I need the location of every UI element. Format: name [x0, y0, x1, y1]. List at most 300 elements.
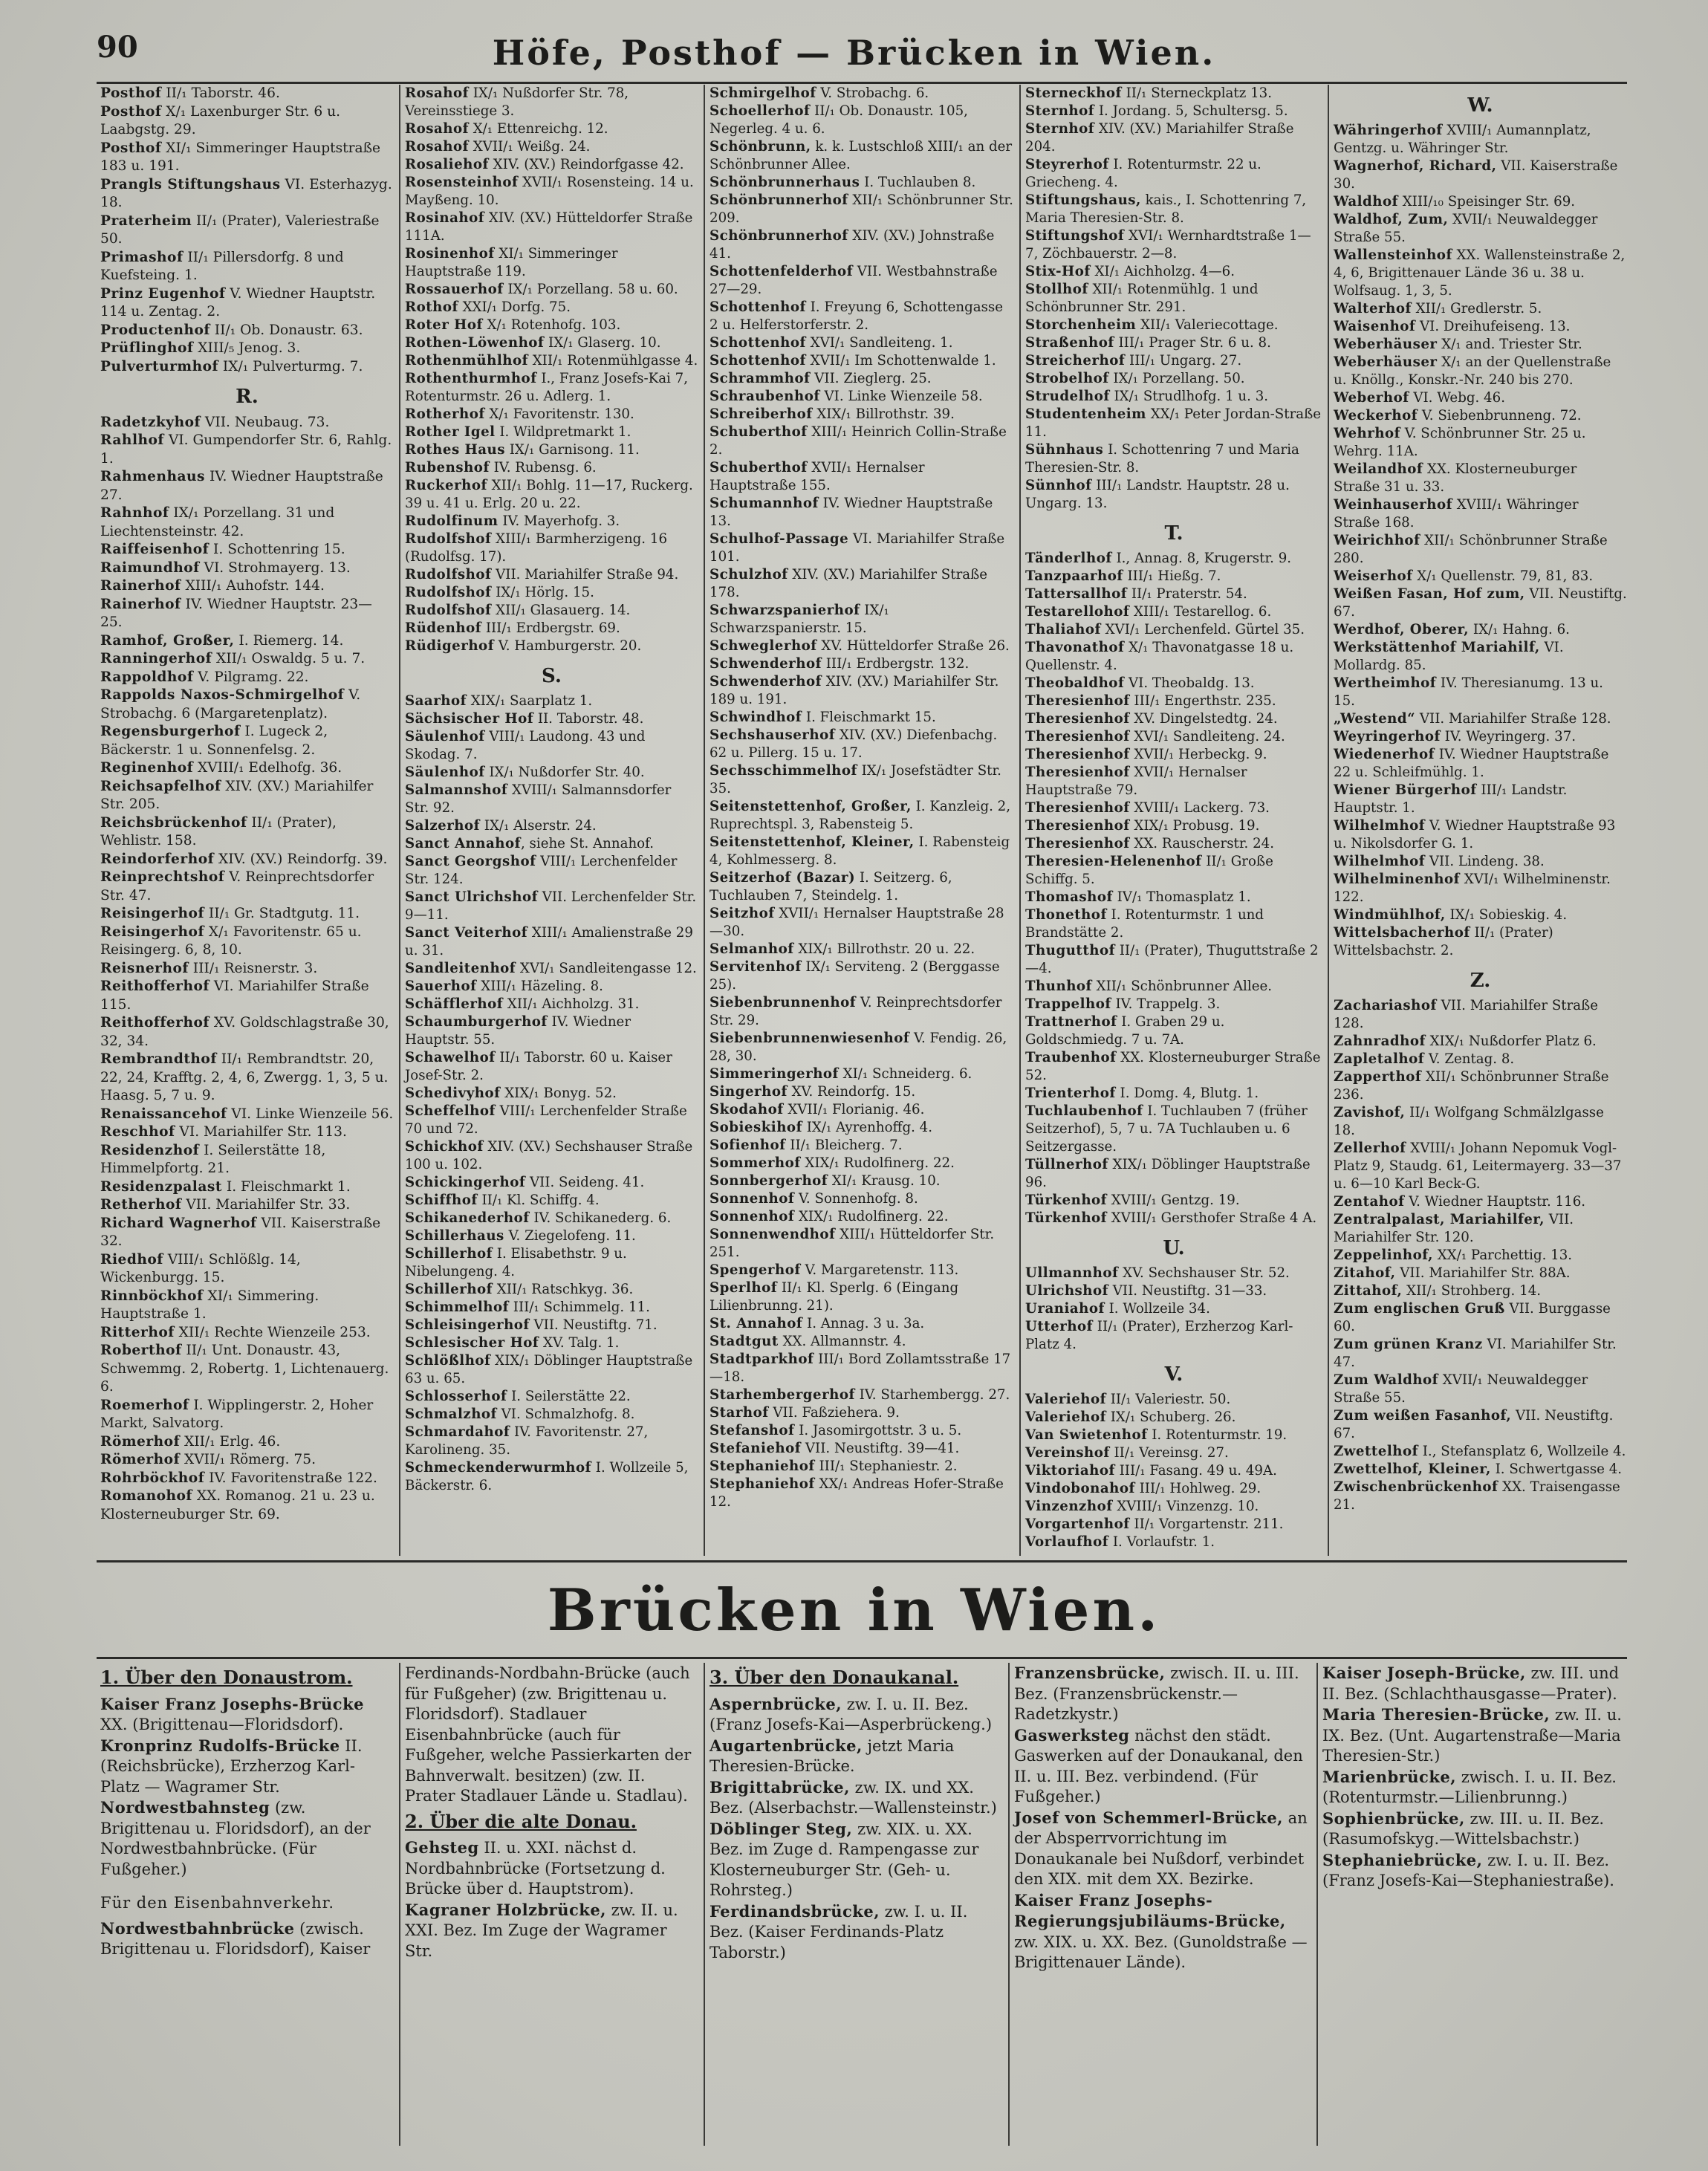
entry-address: XVII/₁ Hernalser Hauptstraße 79.: [1025, 765, 1247, 798]
entry-address: II/₁ Ob. Donaustr. 63.: [210, 322, 363, 338]
entry-address: V. Wiedner Hauptstr. 114 u. Zentag. 2.: [100, 285, 376, 319]
entry-name: Zentahof: [1334, 1194, 1405, 1210]
entry-name: Rudolfshof: [405, 585, 492, 600]
entry-address: IX/₁ Porzellang. 50.: [1108, 371, 1245, 386]
entry-name: Rossauerhof: [405, 282, 504, 297]
entry-name: Theresienhof: [1025, 800, 1130, 816]
entry-name: Maria Theresien-Brücke,: [1322, 1705, 1550, 1724]
entry-name: Schlößlhof: [405, 1353, 491, 1369]
column-divider: [399, 1663, 400, 2146]
entry-name: Sünnhof: [1025, 478, 1092, 493]
entry-name: Schottenhof: [709, 353, 806, 369]
entry-address: III/₁ Engerthstr. 235.: [1129, 693, 1276, 709]
entry-address: X/₁ and. Triester Str.: [1437, 337, 1582, 352]
directory-entry: [1334, 1265, 1627, 1282]
entry-name: Rosensteinhof: [405, 175, 519, 190]
entry-name: Renaissancehof: [100, 1106, 227, 1122]
directory-entry: [709, 602, 1014, 637]
entry-address: VI. Strohmayerg. 13.: [199, 559, 351, 576]
directory-entry: [1014, 1808, 1311, 1890]
entry-name: Stefanshof: [709, 1423, 795, 1438]
entry-name: Schmalzhof: [405, 1406, 497, 1422]
directory-entry: [405, 210, 698, 245]
entry-address: I. Elisabethstr. 9 u. Nibelungeng. 4.: [405, 1246, 627, 1279]
entry-address: XVII/₁ Hernalser Hauptstraße 155.: [709, 460, 925, 493]
entry-name: Schreiberhof: [709, 406, 813, 422]
entry-address: XII/₁ Rotenmühlg. 1 und Schönbrunner Str. 291.: [1025, 282, 1259, 315]
entry-address: I., Stefansplatz 6, Wollzeile 4.: [1418, 1444, 1626, 1459]
entry-address: XIX/₁ Probusg. 19.: [1129, 818, 1260, 834]
entry-name: Schwenderhof: [709, 674, 822, 689]
directory-entry: [100, 176, 394, 212]
directory-entry: [405, 174, 698, 210]
directory-entry: [1025, 621, 1322, 639]
entry-address: I. Fleischmarkt 15.: [802, 710, 936, 725]
directory-entry: [405, 1299, 698, 1317]
entry-address: VI. Linke Wienzeile 58.: [819, 389, 983, 404]
entry-address: XVIII/₁ Salmannsdorfer Str. 92.: [405, 782, 672, 816]
directory-entry: [100, 814, 394, 851]
entry-name: Salmannshof: [405, 782, 508, 798]
directory-entry: [405, 1227, 698, 1245]
directory-entry: [1322, 1850, 1627, 1892]
directory-entry: [100, 723, 394, 759]
entry-address: I. Wildpretmarkt 1.: [495, 424, 631, 440]
entry-name: Residenzpalast: [100, 1178, 222, 1195]
entry-name: Seitzhof: [709, 906, 775, 921]
entry-address: Ferdinands-Nordbahn-Brücke (auch für Fußgeher) (zw. Brigittenau u. Floridsdorf). Stadlauer Eisenbahnbrücke (auch für Fußgeher, welche Passierkarten der Bahnverwalt. besitzen) (zw. II. Prater Stadlauer Lände u. Stadlau).: [405, 1664, 692, 1805]
directory-entry: [100, 1196, 394, 1215]
directory-entry: [405, 960, 698, 978]
entry-address: II/₁ Bleicherg. 7.: [785, 1138, 903, 1153]
entry-address: VII. Mariahilfer Str. 120.: [1334, 1212, 1574, 1245]
directory-entry: [100, 1014, 394, 1051]
entry-address: III/₁ Schimmelg. 11.: [509, 1299, 650, 1315]
entry-address: I. Schwertgasse 4.: [1490, 1461, 1623, 1477]
entry-name: Theresienhof: [1025, 765, 1130, 780]
entry-name: Rembrandthof: [100, 1051, 217, 1067]
directory-entry: [100, 1051, 394, 1106]
entry-name: Zwischenbrückenhof: [1334, 1479, 1498, 1495]
directory-entry: [1025, 550, 1322, 568]
directory-entry: [1014, 1890, 1311, 1973]
directory-entry: [100, 778, 394, 814]
entry-name: Sechsschimmelhof: [709, 763, 857, 779]
entry-address: zw. XIX. u. XX. Bez. (Gunoldstraße — Brigittenauer Lände).: [1014, 1933, 1308, 1971]
entry-address: XX. Allmannstr. 4.: [778, 1334, 906, 1349]
entry-name: Schickhof: [405, 1139, 484, 1155]
entry-name: Thunhof: [1025, 979, 1092, 994]
entry-address: I. Rotenturmstr. 19.: [1147, 1427, 1288, 1443]
directory-entry: [1025, 1282, 1322, 1300]
directory-entry: [100, 924, 394, 960]
directory-entry: [100, 249, 394, 285]
directory-entry: [405, 299, 698, 317]
directory-entry: [1025, 799, 1322, 817]
entry-name: Schimmelhof: [405, 1299, 509, 1315]
entry-name: Studentenheim: [1025, 406, 1146, 422]
entry-name: Rinnböckhof: [100, 1288, 204, 1304]
directory-entry: [1025, 317, 1322, 334]
entry-address: XIII/₁ Testarellog. 6.: [1129, 604, 1272, 620]
entry-address: V. Schönbrunner Str. 25 u. Wehrg. 11A.: [1334, 426, 1586, 459]
directory-entry: [405, 1406, 698, 1424]
entry-name: Traubenhof: [1025, 1050, 1117, 1065]
directory-entry: [100, 340, 394, 358]
entry-address: XX/₁ Peter Jordan-Straße 11.: [1025, 406, 1322, 440]
entry-name: Zwettelhof, Kleiner,: [1334, 1461, 1491, 1477]
entry-name: Stadtgut: [709, 1334, 779, 1349]
entry-name: Weirichhof: [1334, 533, 1420, 548]
column-divider: [704, 1663, 705, 2146]
directory-entry: [405, 352, 698, 370]
entry-address: XII/₁ Rechte Wienzeile 253.: [174, 1324, 371, 1340]
entry-address: I. Annag. 3 u. 3a.: [802, 1316, 925, 1331]
entry-name: Franzensbrücke,: [1014, 1664, 1166, 1682]
directory-entry: [709, 1404, 1014, 1422]
entry-address: XVII/₁ Weißg. 24.: [468, 139, 591, 155]
directory-entry: [405, 566, 698, 584]
entry-address: XVIII/₁ Gersthofer Straße 4 A.: [1107, 1210, 1317, 1226]
entry-address: VII. Neustiftg. 67.: [1334, 586, 1627, 620]
entry-address: IV. Mayerhofg. 3.: [498, 513, 620, 529]
directory-entry: [100, 541, 394, 559]
entry-address: XVII/₁ Herbeckg. 9.: [1129, 747, 1267, 762]
directory-entry: [1334, 1140, 1627, 1193]
directory-entry: [1025, 1103, 1322, 1156]
entry-address: IV. Starhembergg. 27.: [854, 1387, 1010, 1403]
directory-entry: [100, 687, 394, 723]
directory-entry: [100, 978, 394, 1014]
entry-address: XV. Goldschlagstraße 30, 32, 34.: [100, 1015, 389, 1049]
entry-address: XIX/₁ Saarplatz 1.: [466, 693, 593, 709]
entry-address: I. Tuchlauben 7 (früher Seitzerhof), 5, 7 u. 7A Tuchlauben u. 6 Seitzergasse.: [1025, 1103, 1308, 1155]
directory-entry: [709, 388, 1014, 406]
directory-entry: [405, 530, 698, 566]
entry-address: zwisch. I. u. II. Bez. (Rotenturmstr.—Lilienbrunng.): [1322, 1768, 1617, 1806]
entry-name: Kaiser Franz Josephs-Regierungsjubiläums-Brücke,: [1014, 1890, 1286, 1930]
entry-name: Josef von Schemmerl-Brücke,: [1014, 1808, 1283, 1827]
directory-entry: [1025, 1462, 1322, 1480]
directory-entry: [709, 424, 1014, 459]
entry-name: Romanohof: [100, 1488, 192, 1504]
entry-address: XIV. (XV.) Johnstraße 41.: [709, 228, 995, 262]
entry-address: XX. Traisengasse 21.: [1334, 1479, 1620, 1513]
entry-name: Stefaniehof: [709, 1441, 802, 1456]
directory-entry: [709, 1777, 1003, 1819]
entry-address: XII/₁ Schönbrunner Straße 280.: [1334, 533, 1608, 566]
entry-name: Weinhauserhof: [1334, 497, 1452, 513]
directory-entry: [709, 994, 1014, 1030]
entry-address: III/₁ Erdbergstr. 132.: [821, 656, 970, 672]
directory-entry: [709, 1137, 1014, 1155]
entry-name: Sühnhaus: [1025, 442, 1104, 458]
entry-name: Rüdenhof: [405, 620, 482, 636]
directory-entry: [1334, 906, 1627, 924]
entry-name: Weiserhof: [1334, 568, 1413, 584]
bridges-column-4: [1014, 1663, 1311, 1973]
entry-name: Prangls Stiftungshaus: [100, 176, 281, 192]
entry-address: II/₁ Sterneckplatz 13.: [1121, 85, 1273, 101]
entry-name: Stephaniehof: [709, 1476, 815, 1492]
entry-name: Seitenstettenhof, Kleiner,: [709, 834, 915, 850]
section-letter: W.: [1467, 94, 1493, 117]
directory-entry: [709, 1819, 1003, 1901]
entry-address: III/₁ Stephaniestr. 2.: [814, 1458, 958, 1474]
entry-name: Zeppelinhof,: [1334, 1247, 1434, 1263]
entry-address: IX/₁ Schuberg. 26.: [1105, 1409, 1236, 1425]
directory-entry: [100, 1797, 394, 1880]
directory-entry: [1025, 675, 1322, 692]
entry-name: Schawelhof: [405, 1050, 496, 1065]
entry-name: Sanct Veiterhof: [405, 925, 528, 941]
entry-name: Kaiser Joseph-Brücke,: [1322, 1664, 1526, 1682]
directory-entry: [1334, 496, 1627, 532]
entry-name: Aspernbrücke,: [709, 1694, 842, 1713]
entry-name: Rainerhof: [100, 596, 181, 612]
entry-name: Simmeringerhof: [709, 1066, 839, 1082]
directory-entry: [1025, 1391, 1322, 1409]
entry-name: Windmühlhof,: [1334, 907, 1446, 923]
entry-address: IX/₁ Pulverturmg. 7.: [218, 358, 363, 374]
entry-address: II/₁ Pillersdorfg. 8 und Kuefsteing. 1.: [100, 249, 344, 283]
entry-name: Posthof: [100, 140, 162, 156]
entry-name: Rosinenhof: [405, 246, 495, 262]
entry-name: Stix-Hof: [1025, 264, 1091, 279]
entry-address: (zwisch. Brigittenau u. Floridsdorf), Kaiser: [100, 1919, 371, 1958]
directory-entry: [1025, 1498, 1322, 1516]
entry-name: Sperlhof: [709, 1280, 778, 1296]
entry-name: Valeriehof: [1025, 1409, 1106, 1425]
section-letter: Z.: [1470, 970, 1491, 992]
entry-address: VI. Mariahilfer Str. 47.: [1334, 1337, 1617, 1370]
entry-name: Schottenhof: [709, 299, 806, 315]
entry-address: V. Reinprechtsdorfer Str. 47.: [100, 869, 374, 903]
directory-entry: [1025, 370, 1322, 388]
entry-address: III/₁ Ungarg. 27.: [1125, 353, 1242, 369]
entry-address: XII/₁ Aichholzg. 31.: [503, 996, 640, 1012]
directory-entry: [1334, 871, 1627, 906]
entry-address: I. Fleischmarkt 1.: [221, 1178, 351, 1195]
entry-name: Rudolfshof: [405, 567, 492, 582]
directory-entry: [1025, 817, 1322, 835]
entry-name: Theresienhof: [1025, 711, 1130, 727]
entry-name: Sanct Annahof: [405, 836, 521, 851]
entry-name: Sonnenhof: [709, 1209, 795, 1224]
entry-address: V. Ziegelofeng. 11.: [504, 1228, 636, 1244]
entry-name: Thomashof: [1025, 889, 1113, 905]
directory-entry: [100, 103, 394, 140]
entry-name: Schumannhof: [709, 496, 819, 511]
bridges-rule: [97, 1657, 1627, 1659]
directory-entry: [405, 692, 698, 710]
entry-name: Schleisingerhof: [405, 1317, 530, 1333]
directory-entry: [100, 577, 394, 596]
entry-address: XII/₁ Glasauerg. 14.: [491, 603, 631, 618]
directory-entry: [405, 1424, 698, 1459]
entry-name: Sternhof: [1025, 103, 1095, 119]
entry-name: Zahnradhof: [1334, 1033, 1426, 1049]
directory-entry: [405, 817, 698, 835]
directory-entry: [1025, 1210, 1322, 1227]
directory-entry: [709, 1119, 1014, 1137]
entry-name: Schlesischer Hof: [405, 1335, 539, 1351]
entry-address: II/₁ (Prater), Erzherzog Karl-Platz 4.: [1025, 1319, 1293, 1352]
entry-name: Ranningerhof: [100, 651, 212, 666]
directory-entry: [709, 1476, 1014, 1511]
column-divider: [399, 85, 400, 1556]
entry-address: XIV. (XV.) Mariahilfer Straße 178.: [709, 567, 988, 600]
entry-address: VI. Theobaldg. 13.: [1124, 675, 1255, 691]
entry-address: IX/₁ Glaserg. 10.: [544, 335, 661, 351]
entry-name: Sanct Georgshof: [405, 854, 536, 869]
entry-name: Reindorferhof: [100, 851, 215, 867]
section-letter: V.: [1164, 1363, 1183, 1386]
entry-name: Schraubenhof: [709, 389, 820, 404]
entry-name: Römerhof: [100, 1452, 181, 1467]
directory-entry: [100, 1178, 394, 1197]
entry-name: Rosaliehof: [405, 157, 489, 172]
entry-name: Gaswerksteg: [1014, 1725, 1130, 1745]
directory-entry: [100, 669, 394, 687]
directory-entry: [405, 1317, 698, 1334]
entry-address: I. Wollzeile 5, Bäckerstr. 6.: [405, 1460, 689, 1493]
entry-name: Salzerhof: [405, 818, 480, 834]
directory-entry: [1025, 1409, 1322, 1427]
entry-name: Testarellohof: [1025, 604, 1130, 620]
entry-address: VI. Mariahilfer Straße 115.: [100, 979, 369, 1013]
directory-entry: [1322, 1808, 1627, 1850]
directory-entry: [1025, 853, 1322, 889]
directory-entry: [405, 1459, 698, 1495]
directory-entry: [1025, 710, 1322, 728]
entry-address: VI. Dreihufeiseng. 13.: [1415, 319, 1571, 334]
bridges-title: Brücken in Wien.: [547, 1577, 1161, 1644]
entry-name: Theresienhof: [1025, 818, 1130, 834]
entry-address: XI/₁ Schneiderg. 6.: [838, 1066, 972, 1082]
directory-entry: [1025, 1156, 1322, 1192]
entry-address: IV. Wiedner Hauptstr. 55.: [405, 1014, 631, 1048]
entry-name: Zentralpalast, Mariahilfer,: [1334, 1212, 1545, 1227]
entry-address: IX/₁ Schwarzspanierstr. 15.: [709, 603, 889, 636]
directory-entry: [405, 1085, 698, 1103]
directory-entry: [1334, 1033, 1627, 1051]
directory-entry: [405, 637, 698, 655]
directory-entry: [1334, 336, 1627, 354]
directory-entry: [1334, 1193, 1627, 1211]
entry-address: XII/₁ Bohlg. 11—17, Ruckerg. 39 u. 41 u. Erlg. 20 u. 22.: [405, 478, 693, 511]
directory-entry: [709, 1083, 1014, 1101]
entry-address: IX/₁ Sobieskig. 4.: [1445, 907, 1568, 923]
entry-address: XVI/₁ Sandleiteng. 24.: [1129, 729, 1285, 744]
directory-entry: [709, 459, 1014, 495]
directory-entry: [1025, 639, 1322, 675]
entry-name: St. Annahof: [709, 1316, 803, 1331]
directory-entry: [405, 584, 698, 602]
entry-address: XII/₁ Valeriecottage.: [1136, 317, 1279, 333]
entry-name: Schiffhof: [405, 1192, 478, 1208]
directory-entry: [100, 432, 394, 468]
entry-name: Sächsischer Hof: [405, 711, 534, 727]
entry-name: Vindobonahof: [1025, 1481, 1135, 1496]
entry-address: II/₁ Große Schiffg. 5.: [1025, 854, 1273, 887]
directory-entry: [1025, 568, 1322, 585]
directory-entry: [1334, 300, 1627, 318]
entry-address: XVII/₁ Florianig. 46.: [783, 1102, 925, 1117]
entry-address: XIX/₁ Bonyg. 52.: [500, 1086, 617, 1101]
entry-address: VIII/₁ Schlößlg. 14, Wickenburgg. 15.: [100, 1251, 301, 1285]
directory-entry: [405, 281, 698, 299]
entry-address: VII. Faßziehera. 9.: [768, 1405, 900, 1421]
entry-address: V. Sonnenhofg. 8.: [794, 1191, 918, 1207]
entry-address: X/₁ Favoritenstr. 65 u. Reisingerg. 6, 8, 10.: [100, 924, 362, 958]
entry-name: Sophienbrücke,: [1322, 1808, 1465, 1828]
entry-name: Reithofferhof: [100, 1015, 210, 1031]
entry-name: Roemerhof: [100, 1397, 189, 1413]
entry-name: Schwenderhof: [709, 656, 822, 672]
entry-address: XI/₁ Krausg. 10.: [828, 1173, 941, 1189]
entry-address: zw. III. und II. Bez. (Schlachthausgasse—Prater).: [1322, 1664, 1620, 1703]
directory-entry: [100, 1288, 394, 1324]
directory-entry: [709, 655, 1014, 673]
directory-entry: [405, 441, 698, 459]
entry-address: VI. Schmalzhofg. 8.: [496, 1406, 635, 1422]
entry-address: I. Jasomirgottstr. 3 u. 5.: [794, 1423, 962, 1438]
subsection-heading: 1. Über den Donaustrom.: [100, 1667, 353, 1688]
entry-name: Reisnerhof: [100, 960, 189, 976]
directory-entry: [709, 138, 1014, 174]
entry-name: Nordwestbahnbrücke: [100, 1918, 295, 1938]
directory-entry: [1025, 85, 1322, 103]
entry-name: Reginenhof: [100, 760, 194, 776]
entry-address: XXI/₁ Dorfg. 75.: [458, 299, 571, 315]
entry-address: XIII/₁ Auhofstr. 144.: [181, 578, 325, 594]
entry-name: Tuchlaubenhof: [1025, 1103, 1143, 1119]
directory-entry: [405, 1663, 698, 1807]
entry-name: Schaumburgerhof: [405, 1014, 548, 1030]
directory-entry: [1025, 120, 1322, 156]
entry-name: Theobaldhof: [1025, 675, 1125, 691]
directory-entry: [100, 140, 394, 176]
directory-entry: [405, 835, 698, 853]
directory-entry: [100, 1106, 394, 1124]
entry-name: Schikanederhof: [405, 1210, 530, 1226]
directory-entry: [405, 138, 698, 156]
directory-entry: [405, 1210, 698, 1227]
entry-address: VII. Neustiftg. 31—33.: [1108, 1283, 1267, 1299]
entry-name: Rosinahof: [405, 210, 485, 226]
bridges-column-3: [709, 1663, 1003, 1963]
entry-address: XII/₁ Gredlerstr. 5.: [1411, 301, 1542, 317]
directory-entry: [709, 1422, 1014, 1440]
entry-name: Rahmenhaus: [100, 469, 206, 484]
entry-address: V. Margaretenstr. 113.: [800, 1262, 959, 1278]
directory-entry: [1334, 853, 1627, 871]
entry-address: XVII/₁ Römerg. 75.: [180, 1452, 316, 1467]
entry-name: Döblinger Steg,: [709, 1819, 853, 1838]
entry-address: VII. Mariahilfer Straße 94.: [491, 567, 679, 582]
entry-name: Valeriehof: [1025, 1392, 1106, 1407]
entry-name: Schickingerhof: [405, 1175, 526, 1190]
directory-entry: [100, 285, 394, 322]
entry-address: XIV. (XV.) Reindorfg. 39.: [214, 851, 388, 867]
page-header-title: Höfe, Posthof — Brücken in Wien.: [492, 33, 1216, 73]
entry-name: Rosahof: [405, 121, 469, 137]
entry-address: XIV. (XV.) Sechshauser Straße 100 u. 102.: [405, 1139, 693, 1172]
entry-name: Ritterhof: [100, 1324, 175, 1340]
entry-address: I. Graben 29 u. Goldschmiedg. 7 u. 7A.: [1025, 1014, 1225, 1048]
directory-entry: [100, 1342, 394, 1397]
